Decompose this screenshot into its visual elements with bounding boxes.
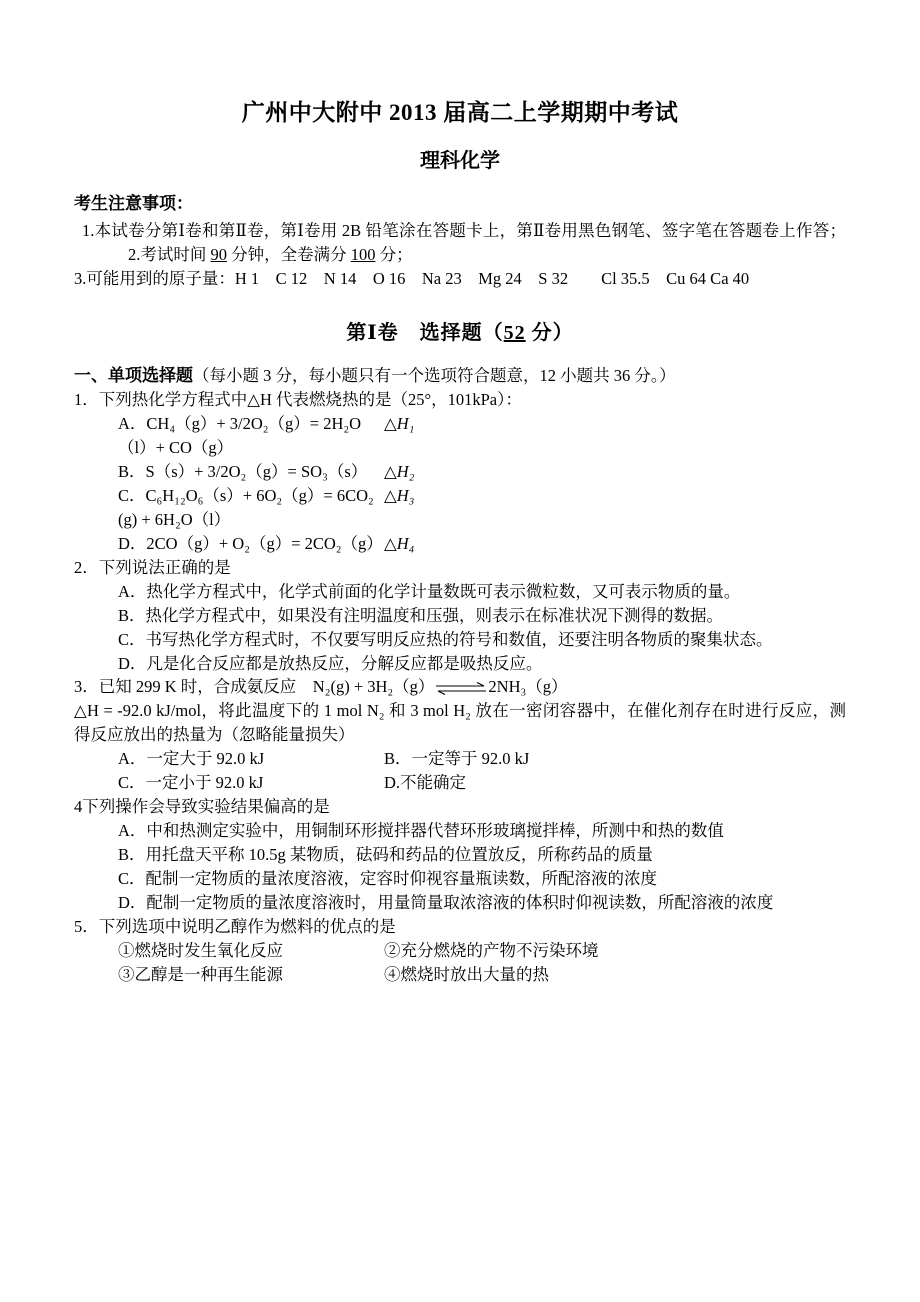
q3-opt-a-label: A．	[118, 749, 147, 769]
section-1-title-left: 第Ⅰ卷 选择题（	[346, 321, 504, 344]
question-2-stem	[74, 556, 846, 580]
question-3-stem-line2	[74, 699, 846, 747]
question-1-text: 下列热化学方程式中△H 代表燃烧热的是（25°，101kPa）：	[98, 390, 522, 410]
q3-opt-d-text: 不能确定	[400, 773, 467, 793]
question-4-text: 下列操作会导致实验结果偏高的是	[82, 797, 330, 817]
question-3-text-b: 2NH₃（g）	[488, 677, 568, 697]
q1-opt-d-label: D．	[118, 533, 147, 553]
q2-opt-c-text: 书写热化学方程式时，不仅要写明反应热的符号和数值，还要注明各物质的聚集状态。	[145, 629, 773, 649]
question-2-option-d	[74, 652, 846, 676]
section-1-title-right: 分）	[531, 321, 574, 344]
notice-text-c: 分钟，全卷满分	[231, 244, 347, 264]
question-1-option-d	[74, 532, 846, 556]
q1-opt-a-label: A．	[118, 414, 147, 434]
question-5-number: 5．	[74, 916, 99, 936]
q5-opt-1: ①燃烧时发生氧化反应	[118, 940, 283, 960]
q1-opt-b-label: B．	[118, 462, 146, 482]
question-1-option-a	[74, 412, 846, 460]
q1-opt-d-text: 2CO（g）+ O₂（g）= 2CO₂（g）	[146, 533, 383, 553]
question-1-option-c	[74, 484, 846, 532]
q4-opt-c-text: 配制一定物质的量浓度溶液，定容时仰视容量瓶读数，所配溶液的浓度	[145, 868, 658, 888]
part-1-heading-label: 一、单项选择题	[74, 365, 193, 385]
section-1-title	[74, 319, 846, 348]
exam-minutes: 90	[210, 244, 227, 264]
q3-opt-b-text: 一定等于 92.0 kJ	[411, 749, 530, 769]
question-4-stem	[74, 795, 846, 819]
question-5-options-row-2	[74, 963, 846, 987]
q1-opt-a-tail: △H₁	[384, 414, 415, 434]
question-2-number: 2．	[74, 557, 99, 577]
q1-opt-c-tail: △H₃	[384, 486, 415, 506]
page-subtitle: 理科化学	[420, 150, 500, 173]
notice-paragraph	[74, 219, 846, 267]
question-3-text-a: 已知 299 K 时，合成氨反应 N₂(g) + 3H₂（g）	[98, 677, 435, 697]
question-5-stem	[74, 915, 846, 939]
notice-heading: 考生注意事项：	[74, 194, 193, 214]
question-4-option-a	[74, 819, 846, 843]
q3-opt-c-label: C．	[118, 773, 146, 793]
q5-opt-3: ③乙醇是一种再生能源	[118, 964, 283, 984]
notice-text-a: 1.本试卷分第Ⅰ卷和第Ⅱ卷，第Ⅰ卷用 2B 铅笔涂在答题卡上，第Ⅱ卷用黑色钢笔、签字笔在答题卷上作答；	[82, 220, 846, 240]
question-4-number: 4	[74, 797, 83, 817]
q1-opt-c-text: C₆H₁₂O₆（s）+ 6O₂（g）= 6CO₂ (g) + 6H₂O（l）	[118, 486, 374, 529]
q2-opt-b-label: B．	[118, 605, 146, 625]
question-1-stem	[74, 388, 846, 412]
exam-total-points: 100	[350, 244, 376, 264]
q3-opt-a-text: 一定大于 92.0 kJ	[146, 749, 265, 769]
section-1-points: 52	[503, 321, 526, 344]
question-1-number: 1．	[74, 390, 99, 410]
question-5-text: 下列选项中说明乙醇作为燃料的优点的是	[98, 916, 396, 936]
page-title: 广州中大附中 2013 届高二上学期期中考试	[241, 100, 679, 125]
question-3-text-line2: △H = -92.0 kJ/mol，将此温度下的 1 mol N₂ 和 3 mol H₂ 放在一密闭容器中，在催化剂存在时进行反应，测得反应放出的热量为（忽略能量损失）	[74, 701, 846, 745]
q1-opt-a-text: CH₄（g）+ 3/2O₂（g）= 2H₂O（l）+ CO（g）	[118, 414, 362, 458]
q4-opt-d-text: 配制一定物质的量浓度溶液时，用量筒量取浓溶液的体积时仰视读数，所配溶液的浓度	[146, 892, 774, 912]
question-3-stem	[74, 675, 846, 699]
atomic-weights-line: 3.可能用到的原子量：H 1 C 12 N 14 O 16 Na 23 Mg 24 S 32 Cl 35.5 Cu 64 Ca 40	[74, 268, 750, 288]
q2-opt-b-text: 热化学方程式中，如果没有注明温度和压强，则表示在标准状况下测得的数据。	[145, 605, 724, 625]
q4-opt-b-label: B．	[118, 844, 146, 864]
q5-opt-4: ④燃烧时放出大量的热	[384, 964, 549, 984]
question-3-options-row-2	[74, 771, 846, 795]
q3-opt-d-label: D.	[384, 773, 401, 793]
q1-opt-b-text: S（s）+ 3/2O₂（g）= SO₃（s）	[145, 462, 368, 482]
question-4-option-b	[74, 843, 846, 867]
q2-opt-a-text: 热化学方程式中，化学式前面的化学计量数既可表示微粒数，又可表示物质的量。	[146, 581, 741, 601]
question-3-options-row-1	[74, 747, 846, 771]
equilibrium-arrow-icon	[434, 684, 488, 694]
question-1-option-b	[74, 460, 846, 484]
question-2-option-c	[74, 628, 846, 652]
question-3-number: 3．	[74, 677, 99, 697]
q4-opt-c-label: C．	[118, 868, 146, 888]
q3-opt-b-label: B．	[384, 749, 412, 769]
notice-text-d: 分；	[379, 244, 413, 264]
question-4-option-c	[74, 867, 846, 891]
q2-opt-a-label: A．	[118, 581, 147, 601]
question-2-option-b	[74, 604, 846, 628]
q2-opt-d-label: D．	[118, 653, 147, 673]
q1-opt-c-label: C．	[118, 486, 146, 506]
q4-opt-b-text: 用托盘天平称 10.5g 某物质，砝码和药品的位置放反，所称药品的质量	[145, 844, 653, 864]
q4-opt-a-text: 中和热测定实验中，用铜制环形搅拌器代替环形玻璃搅拌棒，所测中和热的数值	[146, 820, 724, 840]
q4-opt-a-label: A．	[118, 820, 147, 840]
part-1-heading-desc: （每小题 3 分，每小题只有一个选项符合题意，12 小题共 36 分。）	[193, 365, 676, 385]
question-2-text: 下列说法正确的是	[98, 557, 231, 577]
q3-opt-c-text: 一定小于 92.0 kJ	[145, 773, 264, 793]
question-4-option-d	[74, 891, 846, 915]
q1-opt-b-tail: △H₂	[384, 462, 415, 482]
question-2-option-a	[74, 580, 846, 604]
q1-opt-d-tail: △H₄	[384, 533, 415, 553]
part-1-heading	[74, 364, 846, 389]
q2-opt-c-label: C．	[118, 629, 146, 649]
notice-text-b: 2.考试时间	[128, 244, 207, 264]
q4-opt-d-label: D．	[118, 892, 147, 912]
q5-opt-2: ②充分燃烧的产物不污染环境	[384, 940, 599, 960]
question-5-options-row-1	[74, 939, 846, 963]
q2-opt-d-text: 凡是化合反应都是放热反应，分解反应都是吸热反应。	[146, 653, 543, 673]
